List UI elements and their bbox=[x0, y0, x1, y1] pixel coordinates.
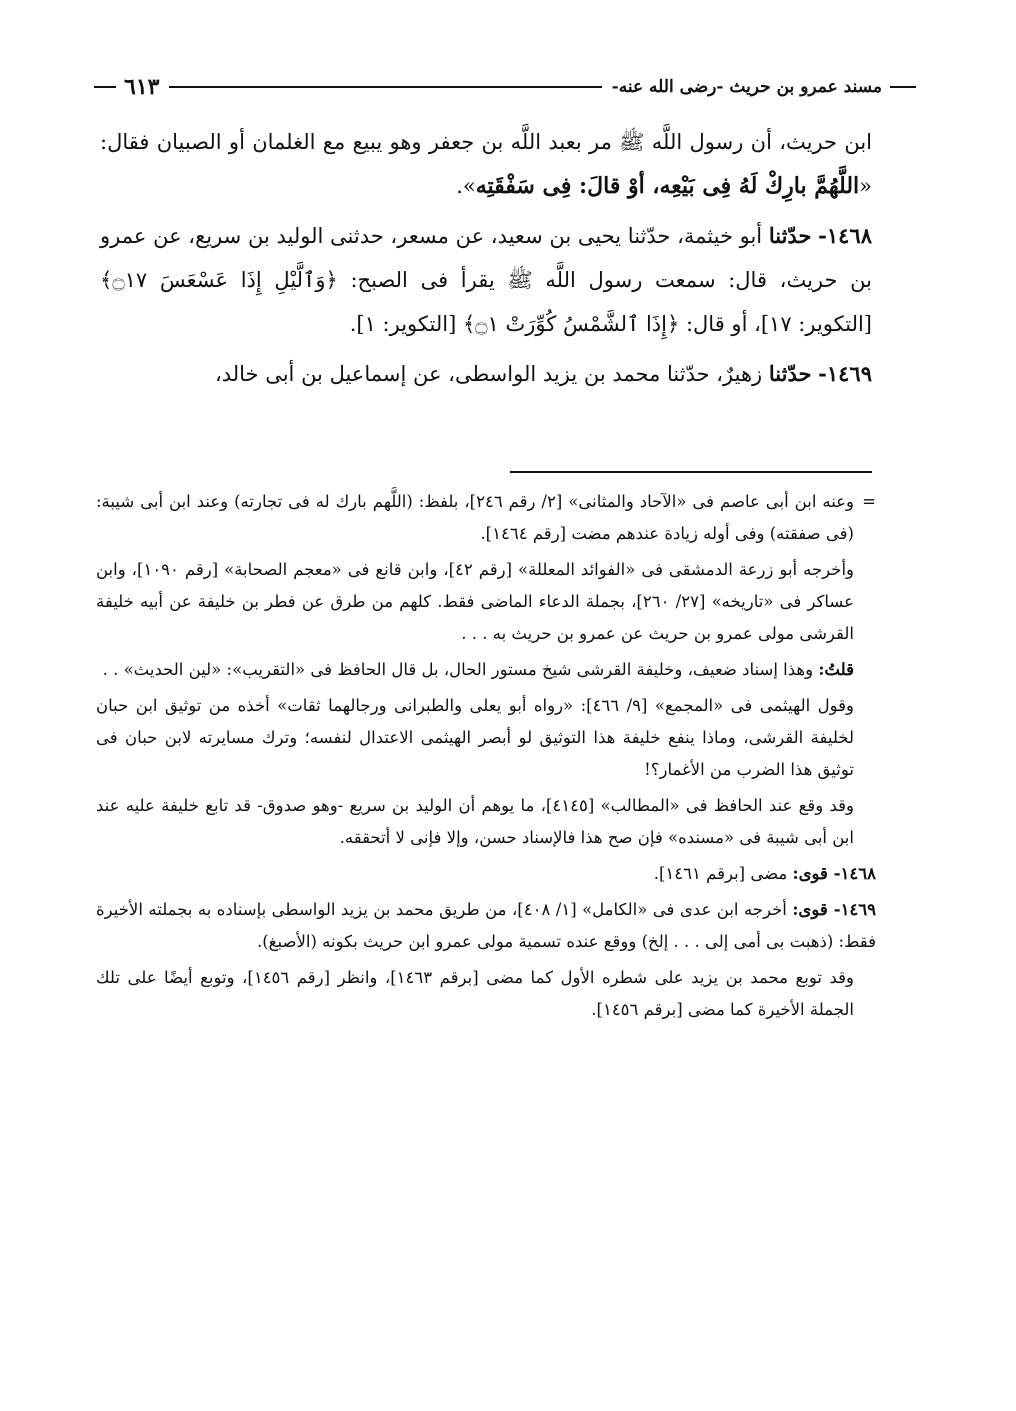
header-rule bbox=[169, 86, 601, 88]
haddathana-1468: حدّثنا bbox=[768, 223, 812, 248]
running-title: مسند عمرو بن حريث -رضى الله عنه- bbox=[611, 77, 882, 97]
note-continuation bbox=[96, 486, 876, 550]
note-1468-label: ١٤٦٨- قوى: bbox=[792, 864, 876, 883]
note-4 bbox=[96, 690, 876, 786]
note-4-text: وقول الهيثمى فى «المجمع» [٩/ ٤٦٦]: «رواه أبو يعلى والطبرانى ورجالهما ثقات» أخذه من توثيق ابن حبان لخليفة القرشى، وماذا ينفع خليفة هذا التوثيق لو أبصر الهيثمى الاعتدال لنفسه؛ وترك مسايرته لابن حبان فى توثيق هذا الضرب من الأغمار؟! bbox=[96, 696, 854, 779]
main-text bbox=[100, 120, 872, 396]
hadith-number-1469: ١٤٦٩- bbox=[818, 361, 872, 386]
note-1468-grading bbox=[96, 858, 876, 890]
hadith-1468 bbox=[100, 214, 872, 346]
hadith-text-1469: زهيرٌ، حدّثنا محمد بن يزيد الواسطى، عن إسماعيل بن أبى خالد، bbox=[214, 362, 763, 386]
note-3 bbox=[96, 654, 876, 686]
para1-end: ». bbox=[456, 174, 476, 198]
haddathana-1469: حدّثنا bbox=[768, 361, 812, 386]
hadith-number-1468: ١٤٦٨- bbox=[818, 223, 872, 248]
note-1468-text: مضى [برقم ١٤٦١]. bbox=[653, 864, 788, 883]
prophetic-quote: اللَّهُمَّ بارِكْ لَهُ فِى بَيْعِه، أوْ قالَ: فِى سَفْقَتِه bbox=[475, 173, 860, 199]
footnotes bbox=[96, 486, 876, 1030]
header-dash-right bbox=[890, 86, 916, 88]
note-1469-label: ١٤٦٩- قوى: bbox=[792, 900, 877, 919]
note-5-text: وقد وقع عند الحافظ فى «المطالب» [٤١٤٥]، ما يوهم أن الوليد بن سريع -وهو صدوق- قد تابع خليفة عليه عند ابن أبى شيبة فى «مسنده» فإن صح هذا فالإسناد حسن، وإلا فإنى لا أتحققه. bbox=[96, 796, 854, 847]
note-1-text: وعنه ابن أبى عاصم فى «الآحاد والمثانى» [٢/ رقم ٢٤٦]، بلفظ: (اللَّهم بارك له فى تجارته) وعند ابن أبى شيبة: (فى صفقته) وفى أوله زيادة عندهم مضت [رقم ١٤٦٤]. bbox=[96, 492, 854, 543]
note-8 bbox=[96, 962, 876, 1026]
note-1469-text: أخرجه ابن عدى فى «الكامل» [١/ ٤٠٨]، من طريق محمد بن يزيد الواسطى بإسناده به بجملته الأخيرة فقط: (ذهبت بى أمى إلى . . . إلخ) ووقع عنده تسمية مولى عمرو ابن حريث بكونه (الأصبغ). bbox=[96, 900, 876, 951]
page-number: ٦١٣ bbox=[124, 74, 160, 100]
note-2 bbox=[96, 554, 876, 650]
note-8-text: وقد توبع محمد بن يزيد على شطره الأول كما مضى [برقم ١٤٦٣]، وانظر [رقم ١٤٥٦]، وتوبع أيضًا على تلك الجملة الأخيرة كما مضى [برقم ١٤٥٦]. bbox=[96, 968, 855, 1019]
hadith-text-1468: أبو خيثمة، حدّثنا يحيى بن سعيد، عن مسعر، حدثنى الوليد بن سريع، عن عمرو بن حريث، قال: سمعت رسول اللَّه ﷺ يقرأ فى الصبح: ﴿وَٱلَّيْلِ إِذَا عَسْعَسَ ۝١٧﴾ [التكوير: ١٧]، أو قال: ﴿إِذَا ٱلشَّمْسُ كُوِّرَتْ ۝١﴾ [التكوير: ١]. bbox=[100, 224, 872, 336]
footnote-divider bbox=[510, 471, 872, 473]
hadith-1469 bbox=[100, 352, 872, 396]
note-3-label: قلتُ: bbox=[818, 660, 854, 679]
note-2-text: وأخرجه أبو زرعة الدمشقى فى «الفوائد المعللة» [رقم ٤٢]، وابن قانع فى «معجم الصحابة» [رقم ١٠٩٠]، وابن عساكر فى «تاريخه» [٢٧/ ٢٦٠]، بجملة الدعاء الماضى فقط. كلهم من طرق عن فطر بن خليفة عن أبيه خليفة القرشى مولى عمرو بن حريث عن عمرو بن حريث به . . . bbox=[96, 560, 854, 643]
header-dash-left bbox=[94, 86, 116, 88]
note-3-text: وهذا إسناد ضعيف، وخليفة القرشى شيخ مستور الحال، بل قال الحافظ فى «التقريب»: «لين الحديث» . . bbox=[102, 660, 814, 679]
page-header bbox=[94, 70, 916, 104]
paragraph-continuation bbox=[100, 120, 872, 208]
continuation-mark: = bbox=[862, 492, 876, 511]
para1-text: ابن حريث، أن رسول اللَّه ﷺ مر بعبد اللَّه بن جعفر وهو يبيع مع الغلمان أو الصبيان فقال: « bbox=[100, 130, 872, 198]
note-5 bbox=[96, 790, 876, 854]
note-1469-grading bbox=[96, 894, 876, 958]
